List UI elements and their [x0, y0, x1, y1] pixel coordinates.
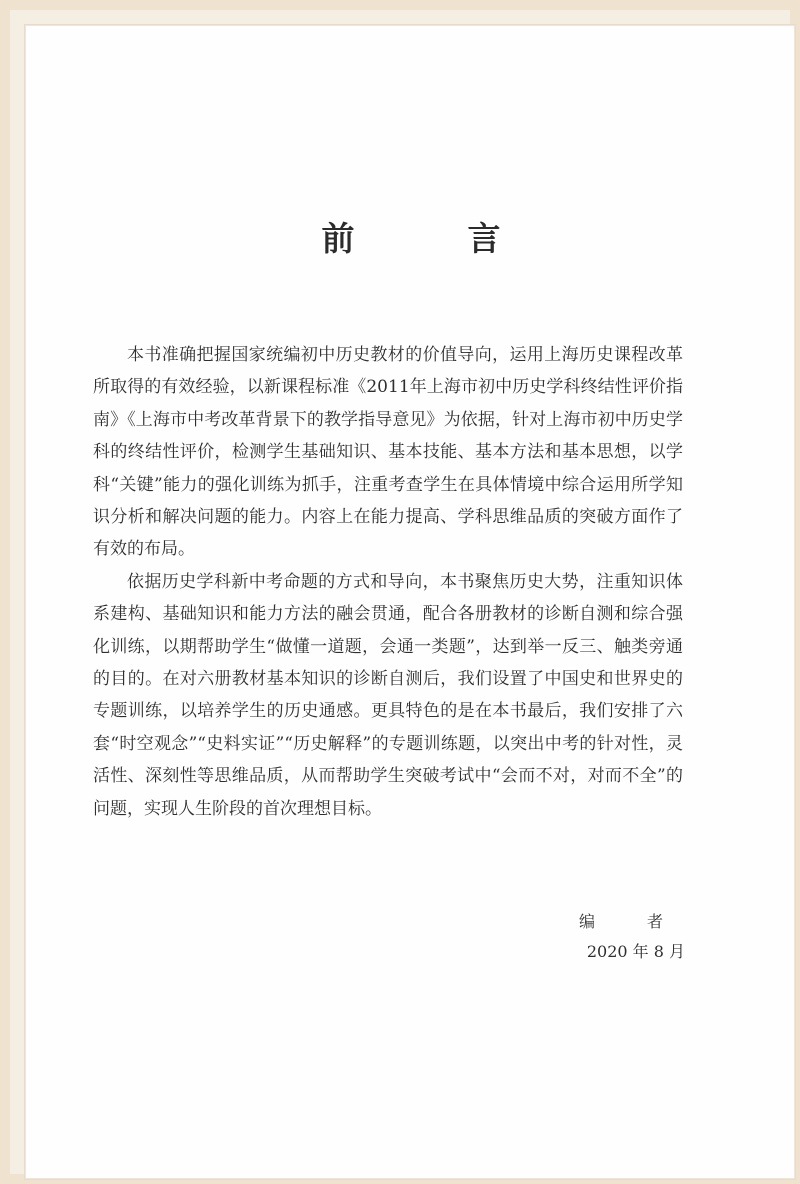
date-label: 2020 年 8 月 — [586, 942, 685, 961]
preface-paragraph-2: 依据历史学科新中考命题的方式和导向，本书聚焦历史大势，注重知识体系建构、基础知识和能力方法的融会贯通，配合各册教材的诊断自测和综合强化训练，以期帮助学生“做懂一道题，会通一类题”，达到举一反三、触类旁通的目的。在对六册教材基本知识的诊断自测后，我们设置了中国史和世界史的专题训练，以培养学生的历史通感。更具特色的是在本书最后，我们安排了六套“时空观念”“史料实证”“历史解释”的专题训练题，以突出中考的针对性，灵活性、深刻性等思维品质，从而帮助学生突破考试中“会而不对，对而不全”的问题，实现人生阶段的首次理想目标。 — [93, 571, 683, 819]
page-title: 前 言 — [321, 219, 541, 258]
signature-block — [565, 907, 685, 967]
preface-paragraph-1: 本书准确把握国家统编初中历史教材的价值导向，运用上海历史课程改革所取得的有效经验，以新课程标准《2011年上海市初中历史学科终结性评价指南》《上海市中考改革背景下的教学指导意见》为依据，针对上海市初中历史学科的终结性评价，检测学生基础知识、基本技能、基本方法和基本思想，以学科“关键”能力的强化训练为抓手，注重考查学生在具体情境中综合运用所学知识分析和解决问题的能力。内容上在能力提高、学科思维品质的突破方面作了有效的布局。 — [93, 345, 683, 560]
author-label: 编 者 — [578, 912, 681, 931]
document-page — [24, 24, 796, 1180]
preface-body — [93, 339, 683, 825]
